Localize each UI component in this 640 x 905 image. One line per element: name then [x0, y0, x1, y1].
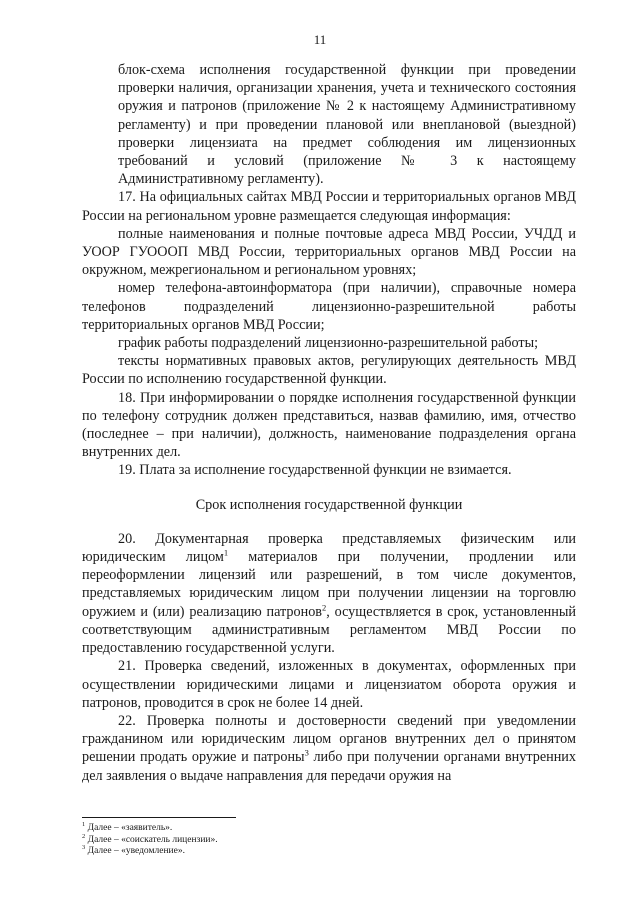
- paragraph-20-part-3: , осуществляется в срок, установленный соответствующим административным регламентом МВД России по предоставлению государственной услуги.: [82, 603, 576, 657]
- footnote-1-mark: 1: [82, 820, 86, 828]
- paragraph-20-part-1: 20. Документарная проверка представляемых физическим или юридическим лицом: [82, 530, 576, 566]
- paragraph-22-part-1: 22. Проверка полноты и достоверности сведений при уведомлении гражданином или юридическим лицом органов внутренних дел о принятом решении продать оружие и патроны: [82, 712, 576, 766]
- paragraph-17-item-1: полные наименования и полные почтовые адреса МВД России, УЧДД и УООР ГУОООП МВД России, территориальных органов МВД России на окружном, межрегиональном и региональном уровнях;: [82, 225, 576, 279]
- block-schema-item: [82, 61, 576, 188]
- paragraph-17-item-3: график работы подразделений лицензионно-разрешительной работы;: [118, 335, 539, 352]
- footnote-ref-3[interactable]: 3: [304, 747, 309, 758]
- footnote-ref-1[interactable]: 1: [223, 547, 229, 558]
- document-body: [82, 61, 576, 785]
- paragraph-18: 18. При информировании о порядке исполнения государственной функции по телефону сотрудник должен представиться, назвав фамилию, имя, отчество (последнее – при наличии), должность, наименование подразделения органа внутренних дел.: [82, 389, 576, 461]
- paragraph-21: 21. Проверка сведений, изложенных в документах, оформленных при осуществлении юридическими лицами и лицензиатом оборота оружия и патронов, проводится в срок не более 14 дней.: [82, 658, 576, 711]
- page-number: 11: [313, 32, 327, 47]
- footnote-2-mark: 2: [82, 832, 86, 840]
- footnote-3-text: Далее – «уведомление».: [85, 846, 185, 856]
- footnote-2: [82, 832, 576, 847]
- block-schema-text: блок-схема исполнения государственной функции при проведении проверки наличия, организации хранения, учета и технического состояния оружия и патронов (приложение № 2 к настоящему Административному регламенту) и при проведении плановой или внеплановой (выездной) проверки лицензиата на предмет соблюдения им лицензионных требований и условий (приложение № 3 к настоящему Административному регламенту).: [118, 62, 576, 188]
- footnote-1-text: Далее – «заявитель».: [85, 823, 173, 833]
- paragraph-20: [82, 530, 576, 657]
- footnote-divider: [82, 817, 236, 818]
- paragraph-20-part-2: материалов при получении, продлении или переоформлении лицензий или разрешений, в том числе документов, представляемых юридическим лицом при получении лицензии на торговлю оружием и (или) реализацию патронов: [82, 549, 576, 620]
- footnote-3: [82, 843, 576, 858]
- footnote-2-text: Далее – «соискатель лицензии».: [85, 834, 218, 845]
- paragraph-17-item-2: номер телефона-автоинформатора (при наличии), справочные номера телефонов подразделений лицензионно-разрешительной работы территориальных органов МВД России;: [82, 280, 576, 333]
- footnote-3-mark: 3: [82, 843, 86, 851]
- paragraph-22-part-2: либо при получении органами внутренних дел заявления о выдаче направления для передачи оружия на: [82, 749, 576, 784]
- footnotes: [82, 820, 576, 858]
- section-title: Срок исполнения государственной функции: [195, 496, 463, 513]
- paragraph-19: 19. Плата за исполнение государственной функции не взимается.: [118, 462, 512, 479]
- footnote-ref-2[interactable]: 2: [322, 601, 327, 612]
- paragraph-22: [82, 712, 576, 785]
- paragraph-17-item-4: тексты нормативных правовых актов, регулирующих деятельность МВД России по исполнению государственной функции.: [82, 353, 576, 388]
- footnote-1: [82, 820, 576, 835]
- paragraph-17: 17. На официальных сайтах МВД России и территориальных органов МВД России на региональном уровне размещается следующая информация:: [82, 189, 576, 224]
